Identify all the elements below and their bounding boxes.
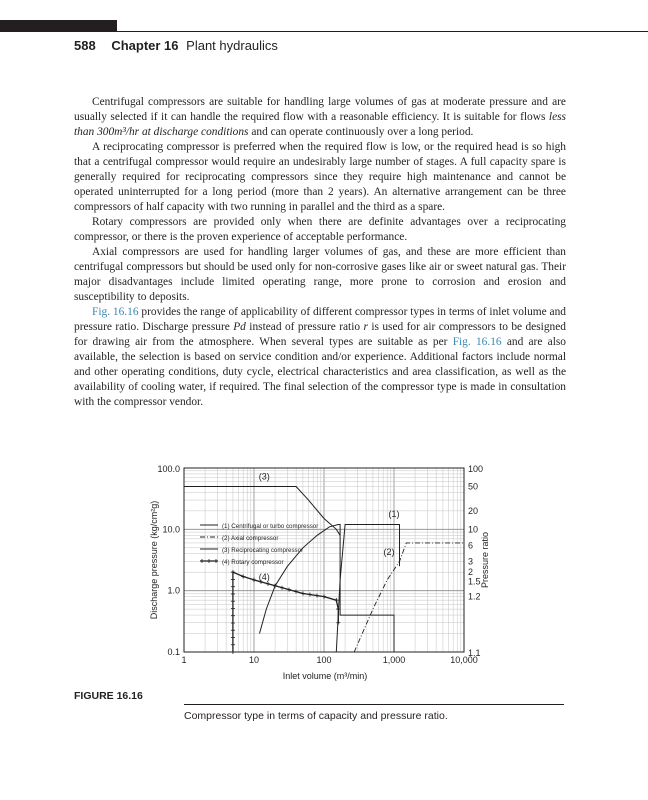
region-label: (2) [383,547,395,558]
p1-italic: less than 300m³/hr at discharge conditions [74,111,566,138]
legend-label: (3) Reciprocating compressor [222,547,304,554]
series-line-1 [260,525,395,653]
figure-link-2[interactable]: Fig. 16.16 [452,336,502,348]
region-label: (3) [258,471,270,482]
paragraph-reciprocating: A reciprocating compressor is preferred when the required flow is low, or the required head is so high that a centrifugal compressor would require an undesirably large number of stages. A full capacity spare is generally required for reciprocating compressors since they require high maintenance and cannot be operated uninterrupted for a long period (more than 2 years). An alternative arrangement can be three compressors of half capacity with two running in parallel and the third as a spare. [74,141,566,213]
y-axis-title: Discharge pressure (kg/cm²g) [149,500,159,620]
p5-r: r [363,321,368,333]
caption-rule [184,704,564,705]
y2-tick-label: 20 [468,505,479,516]
p1-text-a: Centrifugal compressors are suitable for handling large volumes of gas at moderate pressure and are usually selected if it can handle the required flow with a reasonable efficiency. It is suitable for flows [74,96,566,123]
p5-text-c: is used for air compressors to be designed for drawing air from the atmosphere. When several types are suitable as per [74,321,566,348]
p5-pd: Pd [233,321,246,333]
body-text [74,95,566,410]
series-line-4 [184,487,340,536]
region-label: (1) [388,508,400,519]
series-line-2 [336,525,399,653]
figure-caption: Compressor type in terms of capacity and pressure ratio. [184,710,448,722]
x-tick-label: 1,000 [382,655,406,665]
chapter-title: Plant hydraulics [186,38,278,53]
y2-tick-label: 2 [468,567,474,578]
y2-tick-label: 1.5 [468,576,481,587]
figure-link-1[interactable]: Fig. 16.16 [92,306,139,318]
series-line-5 [233,572,338,652]
p1-text-c: and can operate continuously over a long period. [248,126,474,138]
y2-tick-label: 6 [468,540,474,551]
y2-tick-label: 1.2 [468,591,481,602]
p5-text-d: and are also available, the selection is based on service condition and/or experience. Additional factors include normal and other operating conditions, duty cycle, electrical characteristics and area classification, as well as the availability of cooling water, if required. The final selection of the compressor type is made in consultation with the compressor vendor. [74,336,566,408]
y-tick-label: 1.0 [167,585,180,596]
x-tick-label: 10 [248,655,260,665]
header-rule [0,31,648,32]
paragraph-rotary: Rotary compressors are provided only when there are definite advantages over a reciprocating compressor, or there is the proven experience of acceptable performance. [74,216,566,243]
y2-tick-label: 50 [468,481,479,492]
paragraph-figure-ref [74,305,566,410]
region-label: (4) [258,571,270,582]
legend-label: (2) Axial compressor [222,535,279,542]
x-tick-label: 10,000 [450,655,478,665]
p5-text-b: instead of pressure ratio [245,321,364,333]
x-tick-label: 1 [181,655,187,665]
legend-label: (1) Centrifugal or turbo compressor [222,523,319,530]
y2-tick-label: 100 [468,464,484,474]
y2-tick-label: 1.1 [468,648,481,658]
y2-tick-label: 3 [468,556,474,567]
running-head [74,38,278,53]
figure-label: FIGURE 16.16 [74,690,143,702]
page-number: 588 [74,38,96,53]
p5-text-a: provides the range of applicability of different compressor types in terms of inlet volume and pressure ratio. Discharge pressure [74,306,566,333]
plot-frame [184,468,464,652]
paragraph-centrifugal [74,95,566,140]
y2-tick-label: 10 [468,524,479,535]
chapter-number: Chapter 16 [111,38,179,53]
x-axis-title: Inlet volume (m³/min) [282,671,368,681]
y-tick-label: 0.1 [167,647,180,657]
legend-label: (4) Rotary compressor [222,559,284,566]
series-line-3 [354,543,464,652]
y2-axis-title: Pressure ratio [480,531,490,589]
paragraph-axial: Axial compressors are used for handling larger volumes of gas, and these are more efficient than centrifugal compressors but should be used only for non-corrosive gases like air or sweet natural gas. Their major disadvantages include limited operating range, more prone to corrosion and erosion and susceptibility to deposits. [74,246,566,303]
y-tick-label: 100.0 [157,464,180,474]
x-tick-label: 100 [316,655,332,665]
y-tick-label: 10.0 [162,524,180,535]
